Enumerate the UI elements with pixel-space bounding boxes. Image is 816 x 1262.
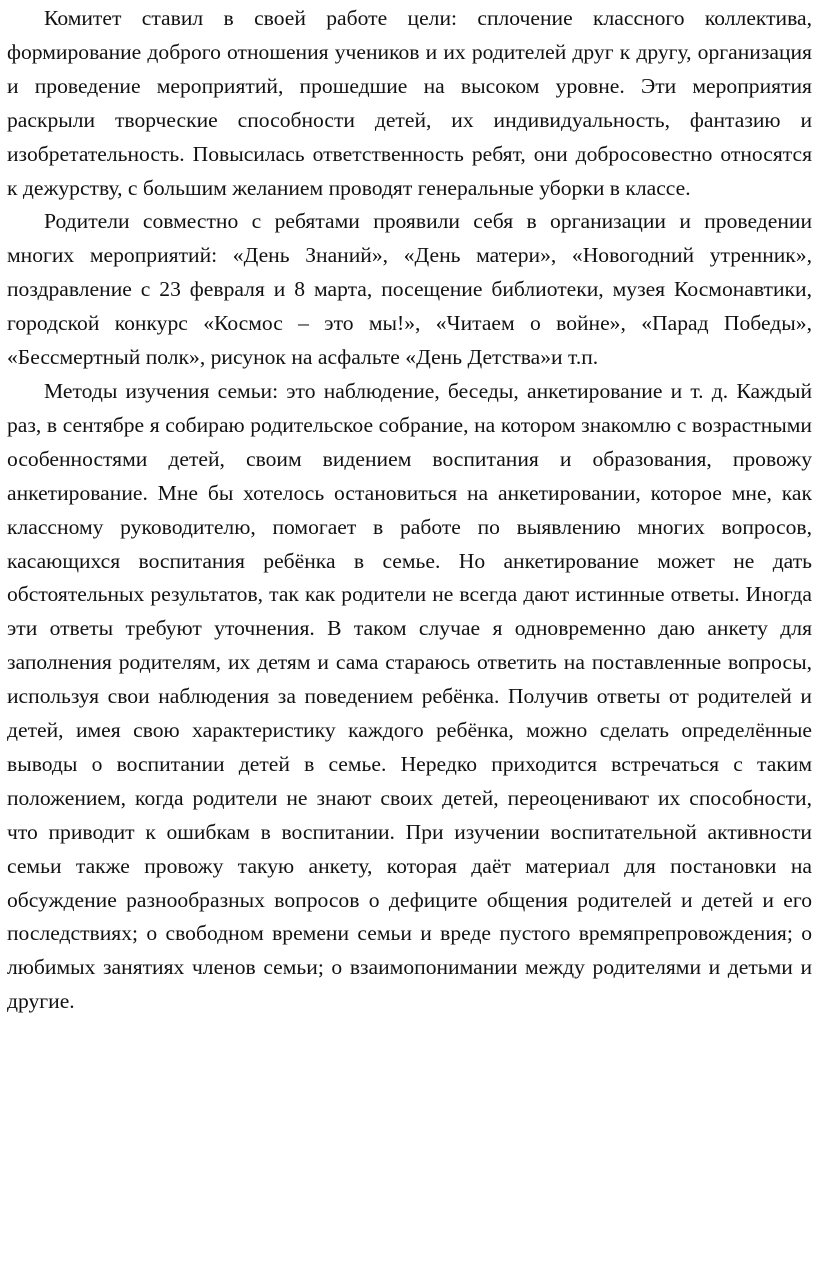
paragraph-parents-events: Родители совместно с ребятами проявили себя в организации и проведении многих мероприятий: «День Знаний», «День матери», «Новогодний утренник», поздравление с 23 февраля и 8 марта, посещение библиотеки, музея Космонавтики, городской конкурс «Космос – это мы!», «Читаем о войне», «Парад Победы», «Бессмертный полк», рисунок на асфальте «День Детства»и т.п.: [7, 209, 812, 370]
paragraph-family-study-methods: Методы изучения семьи: это наблюдение, беседы, анкетирование и т. д. Каждый раз, в сентябре я собираю родительское собрание, на котором знакомлю с возрастными особенностями детей, своим видением воспитания и образования, провожу анкетирование. Мне бы хотелось остановиться на анкетировании, которое мне, как классному руководителю, помогает в работе по выявлению многих вопросов, касающихся воспитания ребёнка в семье. Но анкетирование может не дать обстоятельных результатов, так как родители не всегда дают истинные ответы. Иногда эти ответы требуют уточнения. В таком случае я одновременно даю анкету для заполнения родителям, их детям и сама стараюсь ответить на поставленные вопросы, используя свои наблюдения за поведением ребёнка. Получив ответы от родителей и детей, имея свою характеристику каждого ребёнка, можно сделать определённые выводы о воспитании детей в семье. Нередко приходится встречаться с таким положением, когда родители не знают своих детей, переоценивают их способности, что приводит к ошибкам в воспитании. При изучении воспитательной активности семьи также провожу такую анкету, которая даёт материал для постановки на обсуждение разнообразных вопросов о дефиците общения родителей и детей и его последствиях; о свободном времени семьи и вреде пустого времяпрепровождения; о любимых занятиях членов семьи; о взаимопонимании между родителями и детьми и другие.: [7, 378, 812, 1014]
document-page: [7, 2, 812, 1019]
paragraph-committee-goals: Комитет ставил в своей работе цели: сплочение классного коллектива, формирование доброго отношения учеников и их родителей друг к другу, организация и проведение мероприятий, прошедшие на высоком уровне. Эти мероприятия раскрыли творческие способности детей, их индивидуальность, фантазию и изобретательность. Повысилась ответственность ребят, они добросовестно относятся к дежурству, с большим желанием проводят генеральные уборки в классе.: [7, 6, 812, 200]
